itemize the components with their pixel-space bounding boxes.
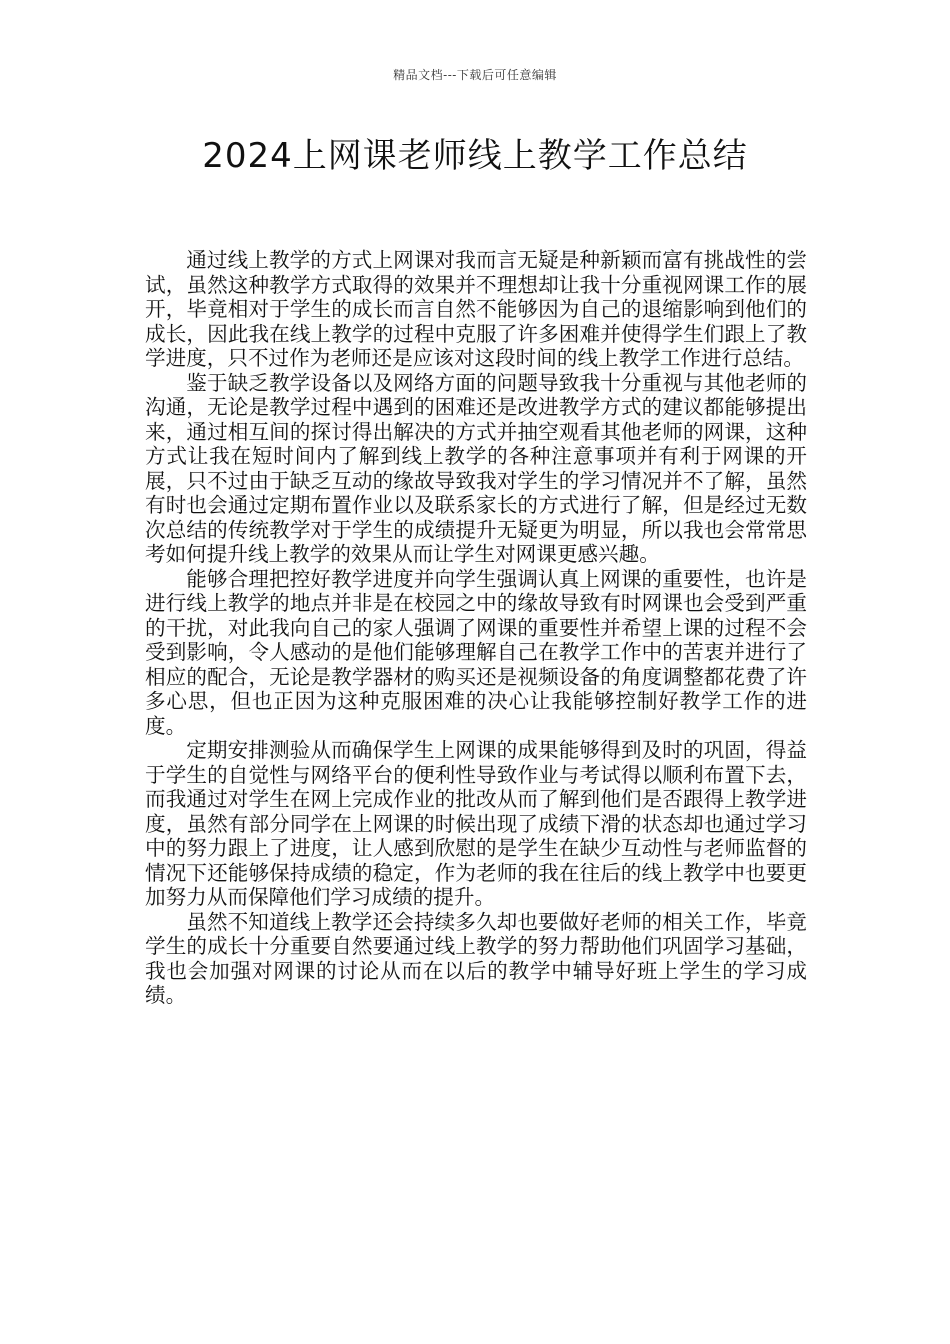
paragraph-4: 定期安排测验从而确保学生上网课的成果能够得到及时的巩固，得益于学生的自觉性与网络平台的便利性导致作业与考试得以顺利布置下去，而我通过对学生在网上完成作业的批改从而了解到他们是否跟得上教学进度，虽然有部分同学在上网课的时候出现了成绩下滑的状态却也通过学习中的努力跟上了进度，让人感到欣慰的是学生在缺少互动性与老师监督的情况下还能够保持成绩的稳定，作为老师的我在往后的线上教学中也要更加努力从而保障他们学习成绩的提升。: [145, 738, 807, 909]
paragraph-5: 虽然不知道线上教学还会持续多久却也要做好老师的相关工作，毕竟学生的成长十分重要自然要通过线上教学的努力帮助他们巩固学习基础，我也会加强对网课的讨论从而在以后的教学中辅导好班上学生的学习成绩。: [145, 909, 807, 1007]
document-title: 2024上网课老师线上教学工作总结: [202, 136, 748, 176]
paragraph-1: 通过线上教学的方式上网课对我而言无疑是种新颖而富有挑战性的尝试，虽然这种教学方式取得的效果并不理想却让我十分重视网课工作的展开，毕竟相对于学生的成长而言自然不能够因为自己的退缩影响到他们的成长，因此我在线上教学的过程中克服了许多困难并使得学生们跟上了教学进度，只不过作为老师还是应该对这段时间的线上教学工作进行总结。: [145, 248, 807, 370]
document-body: [145, 248, 807, 1008]
paragraph-2: 鉴于缺乏教学设备以及网络方面的问题导致我十分重视与其他老师的沟通，无论是教学过程中遇到的困难还是改进教学方式的建议都能够提出来，通过相互间的探讨得出解决的方式并抽空观看其他老师的网课，这种方式让我在短时间内了解到线上教学的各种注意事项并有利于网课的开展，只不过由于缺乏互动的缘故导致我对学生的学习情况并不了解，虽然有时也会通过定期布置作业以及联系家长的方式进行了解，但是经过无数次总结的传统教学对于学生的成绩提升无疑更为明显，所以我也会常常思考如何提升线上教学的效果从而让学生对网课更感兴趣。: [145, 370, 807, 566]
paragraph-3: 能够合理把控好教学进度并向学生强调认真上网课的重要性，也许是进行线上教学的地点并非是在校园之中的缘故导致有时网课也会受到严重的干扰，对此我向自己的家人强调了网课的重要性并希望上课的过程不会受到影响，令人感动的是他们能够理解自己在教学工作中的苦衷并进行了相应的配合，无论是教学器材的购买还是视频设备的角度调整都花费了许多心思，但也正因为这种克服困难的决心让我能够控制好教学工作的进度。: [145, 566, 807, 738]
header-note: 精品文档---下载后可任意编辑: [393, 68, 557, 82]
